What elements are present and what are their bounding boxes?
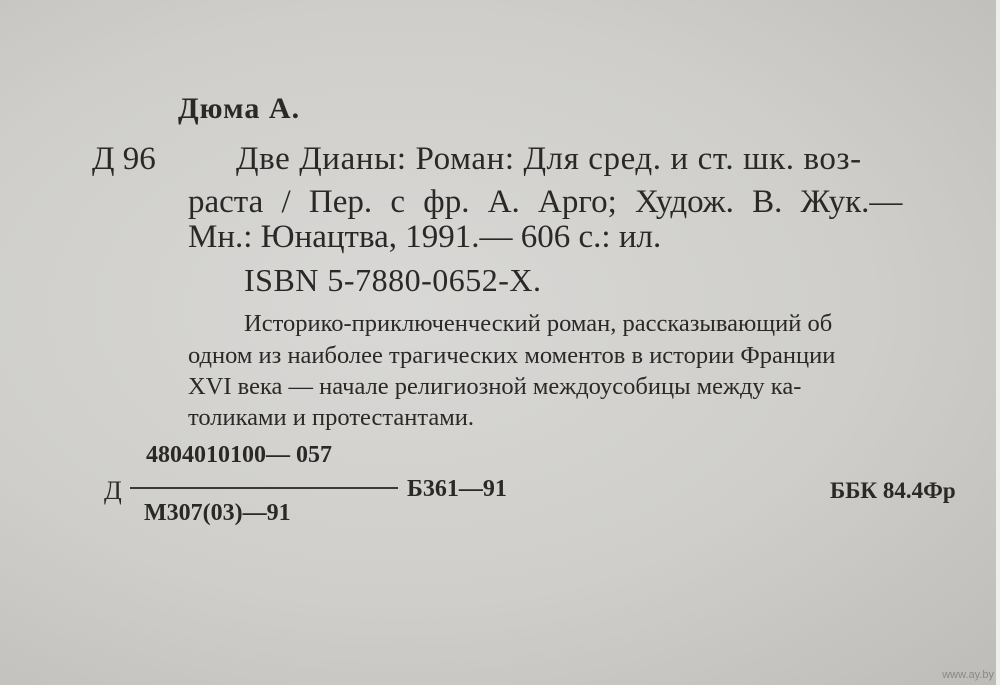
watermark: www.ay.by [942, 669, 994, 681]
title-line-3: Мн.: Юнацтва, 1991.— 606 с.: ил. [188, 219, 662, 255]
bbk-index: ББК 84.4Фр [830, 478, 956, 503]
title-line-2: раста / Пер. с фр. А. Арго; Худож. В. Жук.— [188, 184, 903, 220]
annotation-line-2: одном из наиболее трагических моментов в истории Франции [188, 342, 836, 369]
imprint-numerator: 4804010100— 057 [146, 442, 332, 468]
isbn: ISBN 5-7880-0652-X. [244, 262, 542, 298]
author-code: Д 96 [92, 141, 156, 177]
imprint-denominator: М307(03)—91 [144, 500, 291, 526]
annotation-line-1: Историко-приключенческий роман, рассказывающий об [244, 310, 833, 337]
fraction-rule [130, 487, 398, 489]
annotation-line-4: толиками и протестантами. [188, 404, 474, 431]
page-edge [996, 0, 1000, 685]
author-name: Дюма А. [178, 92, 301, 125]
title-line-1: Две Дианы: Роман: Для сред. и ст. шк. воз- [236, 141, 862, 177]
imprint-suffix: Б361—91 [407, 476, 507, 502]
annotation-line-3: XVI века — начале религиозной междоусобицы между ка- [188, 373, 802, 400]
imprint-letter: Д [104, 476, 122, 505]
